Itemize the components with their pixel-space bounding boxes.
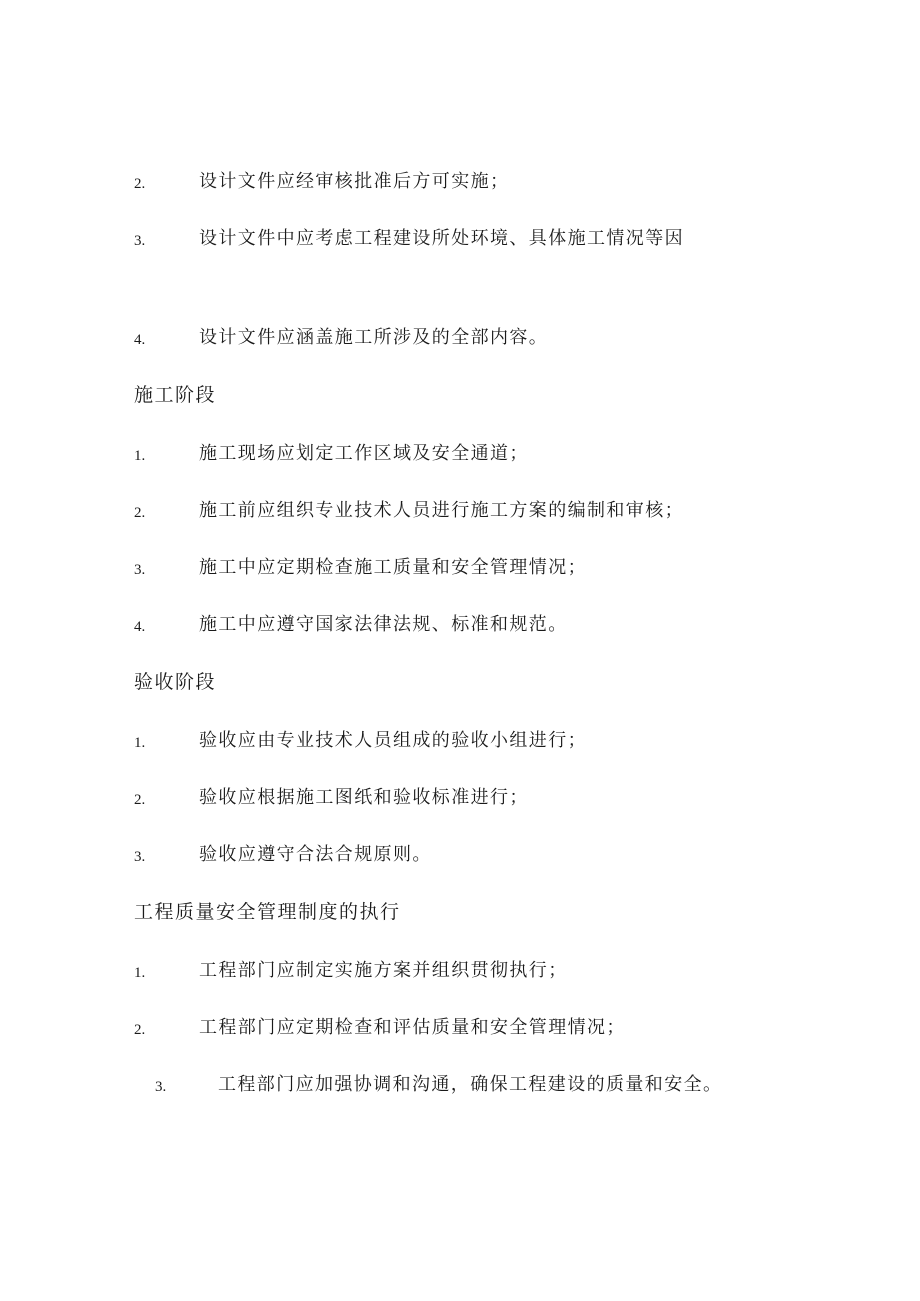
list-item-number: 3. xyxy=(134,849,146,865)
list-item-text: 设计文件应经审核批准后方可实施； xyxy=(199,171,510,192)
section-heading-acceptance: 验收阶段 xyxy=(134,671,217,693)
list-item xyxy=(0,439,920,469)
list-item-number: 3. xyxy=(155,1079,167,1095)
list-item-number: 1. xyxy=(134,965,146,981)
list-item xyxy=(0,783,920,813)
list-item-number: 2. xyxy=(134,1022,146,1038)
list-item xyxy=(0,726,920,756)
list-item-number: 2. xyxy=(134,792,146,808)
list-item xyxy=(0,1013,920,1043)
list-item xyxy=(0,496,920,526)
list-item xyxy=(0,840,920,870)
list-item-number: 4. xyxy=(134,332,146,348)
list-item-text: 工程部门应定期检查和评估质量和安全管理情况； xyxy=(199,1017,626,1038)
list-item-text: 工程部门应加强协调和沟通，确保工程建设的质量和安全。 xyxy=(218,1074,723,1095)
list-item-text: 验收应由专业技术人员组成的验收小组进行； xyxy=(199,730,587,751)
list-item xyxy=(0,610,920,640)
list-item-text: 验收应遵守合法合规原则。 xyxy=(199,844,432,865)
list-item-number: 1. xyxy=(134,448,146,464)
list-item-text: 施工中应遵守国家法律法规、标准和规范。 xyxy=(199,614,568,635)
list-item-text: 验收应根据施工图纸和验收标准进行； xyxy=(199,787,529,808)
list-item-number: 2. xyxy=(134,176,146,192)
list-item-text: 施工现场应划定工作区域及安全通道； xyxy=(199,443,529,464)
list-item-text: 设计文件中应考虑工程建设所处环境、具体施工情况等因 xyxy=(199,228,684,249)
list-item xyxy=(0,224,920,254)
list-item-number: 3. xyxy=(134,233,146,249)
list-item-text: 施工前应组织专业技术人员进行施工方案的编制和审核； xyxy=(199,500,684,521)
list-item-number: 2. xyxy=(134,505,146,521)
section-heading-execution: 工程质量安全管理制度的执行 xyxy=(134,901,401,923)
list-item-text: 施工中应定期检查施工质量和安全管理情况； xyxy=(199,557,587,578)
list-item xyxy=(0,1070,920,1100)
list-item xyxy=(0,956,920,986)
list-item-text: 工程部门应制定实施方案并组织贯彻执行； xyxy=(199,960,568,981)
list-item-number: 1. xyxy=(134,735,146,751)
section-heading-construction: 施工阶段 xyxy=(134,384,217,406)
list-item-text: 设计文件应涵盖施工所涉及的全部内容。 xyxy=(199,327,549,348)
list-item-number: 4. xyxy=(134,619,146,635)
list-item xyxy=(0,553,920,583)
list-item xyxy=(0,323,920,353)
list-item-number: 3. xyxy=(134,562,146,578)
list-item xyxy=(0,167,920,197)
